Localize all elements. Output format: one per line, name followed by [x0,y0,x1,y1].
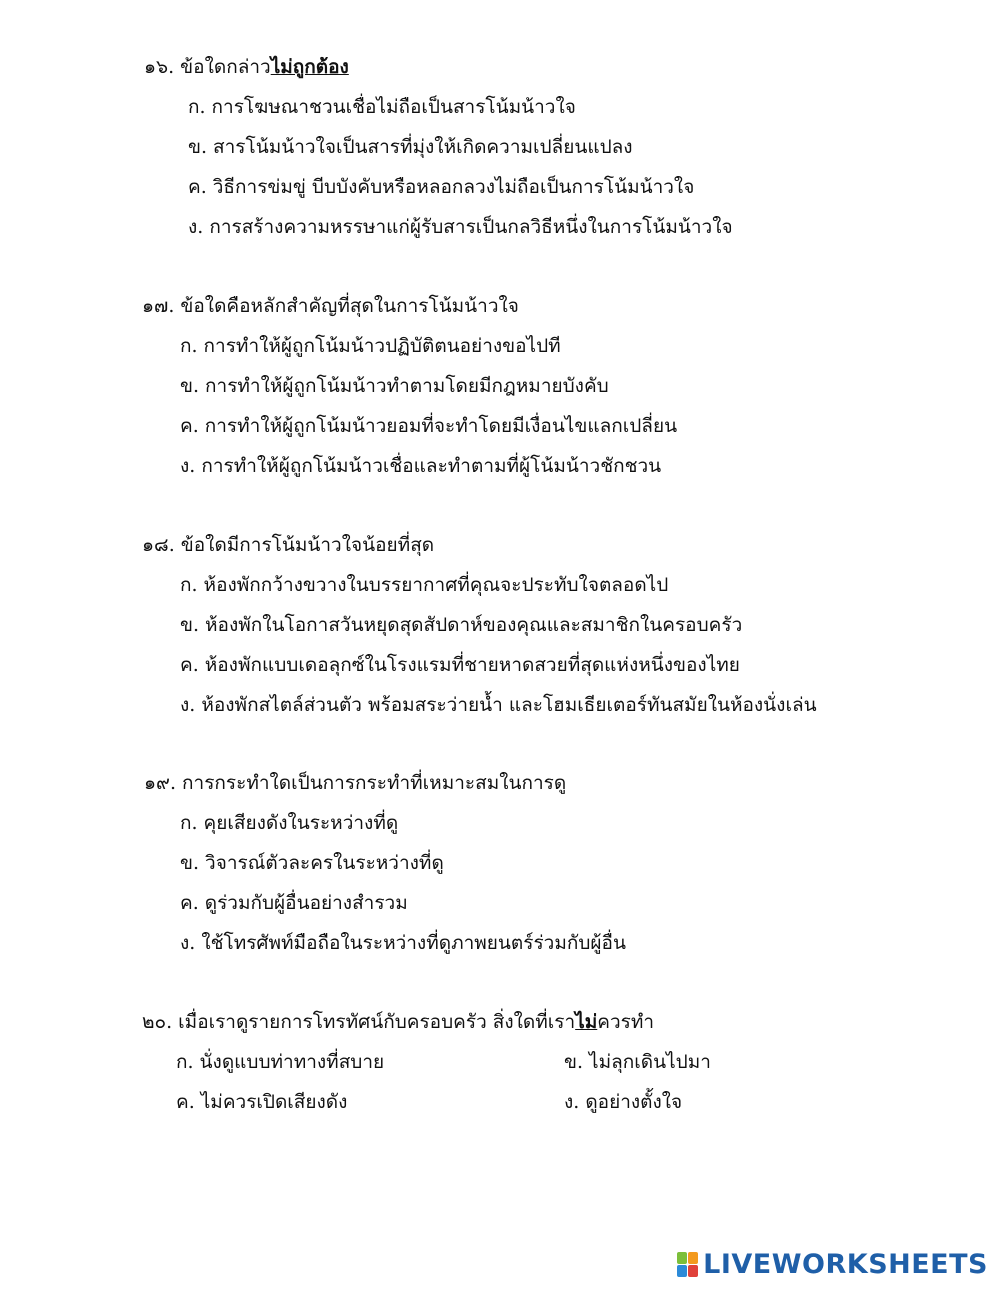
option-text: การทำให้ผู้ถูกโน้มน้าวเชื่อและทำตามที่ผู้โน้มน้าวชักชวน [201,455,662,477]
liveworksheets-logo[interactable] [677,1250,988,1280]
option-letter: ข. [188,136,208,158]
option-letter: ค. [180,654,199,676]
question-text: ข้อใดมีการโน้มน้าวใจน้อยที่สุด [180,534,435,556]
option-c[interactable] [188,174,694,200]
option-b[interactable] [180,373,609,399]
question-stem [142,293,519,319]
option-letter: ก. [176,1051,194,1073]
option-text: ห้องพักสไตล์ส่วนตัว พร้อมสระว่ายน้ำ และโฮมเธียเตอร์ทันสมัยในห้องนั่งเล่น [201,694,817,716]
option-letter: ข. [180,852,200,874]
question-text: การกระทำใดเป็นการกระทำที่เหมาะสมในการดู [182,772,567,794]
option-d[interactable] [180,453,661,479]
question-text: ข้อใดกล่าว [180,56,271,78]
option-text: ไม่ควรเปิดเสียงดัง [200,1091,348,1113]
option-text: ไม่ลุกเดินไปมา [589,1051,711,1073]
option-c[interactable] [180,890,408,916]
option-letter: ค. [180,892,199,914]
option-a[interactable] [188,94,576,120]
option-letter: ง. [180,455,196,477]
option-text: ห้องพักในโอกาสวันหยุดสุดสัปดาห์ของคุณและสมาชิกในครอบครัว [205,614,743,636]
option-a[interactable] [180,333,561,359]
option-text: วิธีการข่มขู่ บีบบังคับหรือหลอกลวงไม่ถือเป็นการโน้มน้าวใจ [212,176,695,198]
option-letter: ค. [188,176,207,198]
question-stem [144,54,349,80]
logo-text: LIVEWORKSHEETS [703,1249,988,1280]
question-text-after: ควรทำ [597,1011,655,1033]
option-c[interactable] [180,413,677,439]
option-letter: ก. [188,96,206,118]
option-letter: ก. [180,335,198,357]
option-b[interactable] [180,612,742,638]
option-text: ใช้โทรศัพท์มือถือในระหว่างที่ดูภาพยนตร์ร่วมกับผู้อื่น [201,932,626,954]
liveworksheets-mark-icon [677,1252,699,1278]
option-text: ห้องพักกว้างขวางในบรรยากาศที่คุณจะประทับใจตลอดไป [203,574,669,596]
option-b[interactable] [188,134,633,160]
question-stem [144,770,566,796]
question-text: ข้อใดคือหลักสำคัญที่สุดในการโน้มน้าวใจ [180,295,519,317]
option-d[interactable] [188,214,733,240]
question-number: ๑๖. [144,56,175,78]
option-letter: ง. [180,694,196,716]
option-b[interactable] [180,850,444,876]
option-text: การโฆษณาชวนเชื่อไม่ถือเป็นสารโน้มน้าวใจ [211,96,576,118]
option-text: วิจารณ์ตัวละครในระหว่างที่ดู [205,852,444,874]
question-stem [142,1009,654,1035]
mark-square-red [688,1265,698,1277]
option-text: ดูอย่างตั้งใจ [585,1091,683,1113]
option-c[interactable] [176,1089,347,1115]
question-emphasis: ไม่ [575,1011,598,1033]
option-a[interactable] [180,810,398,836]
option-letter: ข. [180,614,200,636]
option-b[interactable] [564,1049,711,1075]
mark-square-green [677,1252,687,1264]
question-number: ๑๗. [142,295,175,317]
option-letter: ง. [180,932,196,954]
question-stem [142,532,434,558]
mark-square-orange [688,1252,698,1264]
option-letter: ก. [180,574,198,596]
option-c[interactable] [180,652,740,678]
option-text: การทำให้ผู้ถูกโน้มน้าวปฏิบัติตนอย่างขอไปที [203,335,561,357]
option-text: สารโน้มน้าวใจเป็นสารที่มุ่งให้เกิดความเปลี่ยนแปลง [213,136,633,158]
option-text: การทำให้ผู้ถูกโน้มน้าวทำตามโดยมีกฎหมายบังคับ [205,375,609,397]
question-number: ๒๐. [142,1011,173,1033]
question-number: ๑๘. [142,534,175,556]
option-letter: ค. [180,415,199,437]
option-text: การสร้างความหรรษาแก่ผู้รับสารเป็นกลวิธีหนึ่งในการโน้มน้าวใจ [209,216,733,238]
option-a[interactable] [176,1049,384,1075]
option-d[interactable] [564,1089,682,1115]
option-a[interactable] [180,572,668,598]
option-letter: ค. [176,1091,195,1113]
option-text: การทำให้ผู้ถูกโน้มน้าวยอมที่จะทำโดยมีเงื่อนไขแลกเปลี่ยน [204,415,678,437]
option-letter: ง. [564,1091,580,1113]
question-text: เมื่อเราดูรายการโทรทัศน์กับครอบครัว สิ่งใดที่เรา [178,1011,576,1033]
option-text: ดูร่วมกับผู้อื่นอย่างสำรวม [204,892,408,914]
option-letter: ข. [180,375,200,397]
option-d[interactable] [180,930,626,956]
option-letter: ก. [180,812,198,834]
question-number: ๑๙. [144,772,177,794]
option-text: นั่งดูแบบท่าทางที่สบาย [199,1051,385,1073]
option-text: ห้องพักแบบเดอลุกซ์ในโรงแรมที่ชายหาดสวยที่สุดแห่งหนึ่งของไทย [204,654,740,676]
option-d[interactable] [180,692,817,718]
question-emphasis: ไม่ถูกต้อง [270,56,349,78]
option-letter: ข. [564,1051,584,1073]
option-text: คุยเสียงดังในระหว่างที่ดู [203,812,399,834]
option-letter: ง. [188,216,204,238]
mark-square-blue [677,1265,687,1277]
